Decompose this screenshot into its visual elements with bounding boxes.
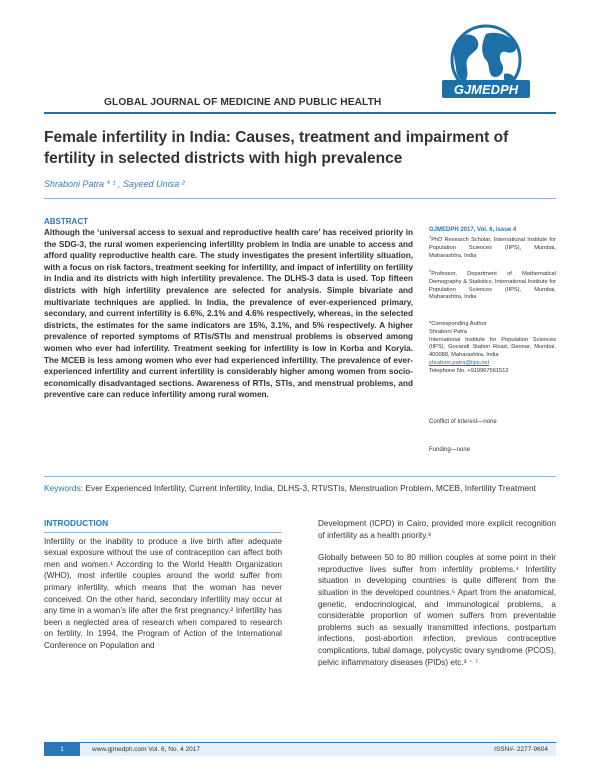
journal-reference: GJMEDPH 2017, Vol. 6, issue 4 (429, 227, 517, 233)
body-paragraph: Globally between 50 to 80 million couples at some point in their reproductive lives suffer from infertility problems.⁴ Infertility situation in developing countries is quite different from the situation in the developed countries.⁵ Apart from the anatomical, genetic, endocrinological, and immunological problems, a considerable proportion of women suffers from preventable problems such as sexually transmitted infections, postpartum infections, post-abortion infection, previous contraceptive complications, tubal damage, polycystic ovary syndrome (PCOS), pelvic inflammatory diseases (PIDs) etc.³ ⁻ ⁷ (318, 553, 556, 667)
affiliation-2 (429, 268, 556, 302)
footer-issn: ISSN#- 2277-9604 (494, 746, 548, 753)
corresponding-phone: Telephone No. +919967561512 (429, 367, 509, 374)
journal-logo (428, 22, 544, 102)
header-rule (44, 112, 556, 114)
affiliation-2-marker: 2 (429, 268, 432, 274)
article-title: Female infertility in India: Causes, treatment and impairment of fertility in selected districts with high prevalence (44, 129, 509, 167)
keywords-text: Ever Experienced Infertility, Current Infertility, India, DLHS-3, RTI/STIs, Menstruation Problem, MCEB, Infertility Treatment (85, 483, 536, 493)
divider (44, 198, 556, 199)
corresponding-email-link[interactable]: shraboni.patra@iips.net (429, 359, 490, 366)
corresponding-label: *Corresponding Author (429, 321, 487, 327)
body-column-right (318, 518, 556, 679)
journal-name: GLOBAL JOURNAL OF MEDICINE AND PUBLIC HEALTH (104, 97, 382, 108)
keywords-label: Keywords: (44, 483, 84, 493)
affiliation-2-text: Professor, Department of Mathematical Demography & Statistics, International Institute for Population Sciences (IIPS), Mumbai, Maharashtra, India (429, 271, 556, 301)
corresponding-author (429, 321, 556, 376)
funding: Funding—none (429, 447, 471, 453)
affiliation-1-text: PhD Research Scholar, International Institute for Population Sciences (IIPS), Mumbai, Maharashtra, India (429, 237, 556, 259)
affiliation-1 (429, 234, 556, 260)
abstract-heading: ABSTRACT (44, 217, 88, 226)
page-footer (44, 742, 556, 756)
keywords (44, 483, 556, 495)
conflict-of-interest: Conflict of Interest—none (429, 419, 497, 425)
body-paragraph: Infertility or the inability to produce a live birth after adequate sexual exposure without the use of contraception can affect both men and women.¹ According to the World Health Organization (WHO), most infertile couples around the world suffer from primary infertility, which means that the woman has never conceived. On the other hand, secondary infertility may occur at any time in a woman’s life after the first pregnancy.² Infertility has been a neglected area of research when compared to research on fertility. In 1994, the Program of Action of the International Conference on Population and (44, 536, 282, 650)
page-number: 1 (44, 743, 80, 756)
corresponding-name: Shraboni Patra (429, 328, 467, 335)
introduction-rule (44, 532, 282, 533)
body-paragraph: Development (ICPD) in Cairo, provided more explicit recognition of infertility as a health priority.³ (318, 519, 556, 540)
logo-text: GJMEDPH (453, 82, 519, 97)
footer-citation-link[interactable]: www.gjmedph.com Vol. 6, No. 4 2017 (92, 746, 201, 753)
introduction-heading: INTRODUCTION (44, 518, 109, 528)
authors: Shraboni Patra * ¹ , Sayeed Unisa ² (44, 179, 185, 189)
abstract-text: Although the ‘universal access to sexual and reproductive health care’ has received priority in the SDG-3, the rural women experiencing infertility problem in India are unable to access and afford quality reproductive health care. The study investigates the present infertility situation, with a focus on risk factors, treatment seeking for infertility, and impact of infertility on fertility in India and its districts with high infertility prevalence. The DLHS-3 data is used. Top fifteen districts with high infertility prevalence are selected for analysis. Simple bivariate and multivariate techniques are applied. In India, the prevalence of ever-experienced primary, secondary, and current infertility is 6.6%, 2.1% and 4.6% respectively, whereas, in the selected districts, the estimates for the same indicators are 15%, 3.1%, and 5% respectively. A higher prevalence of reported symptoms of RTIs/STIs and menstrual problems is observed among women who ever had infertility. Treatment seeking for infertility is low in Korba and Koryia. The MCEB is less among women who ever had experienced infertility. The prevalence of ever-experienced infertility and current infertility is considerably higher among women from socio-economically disadvantaged sections. Awareness of RTIs, STIs, and menstrual problems, and preventive care can reduce infertility among rural women. (44, 228, 413, 400)
corresponding-address: International Institute for Population Sciences (IIPS), Govandi Station Road, Deonar, Mumbai, 400088, Maharashtra, India (429, 336, 556, 359)
keywords-rule (44, 476, 556, 477)
affiliation-1-marker: 1 (429, 234, 432, 240)
body-column-left (44, 518, 282, 663)
